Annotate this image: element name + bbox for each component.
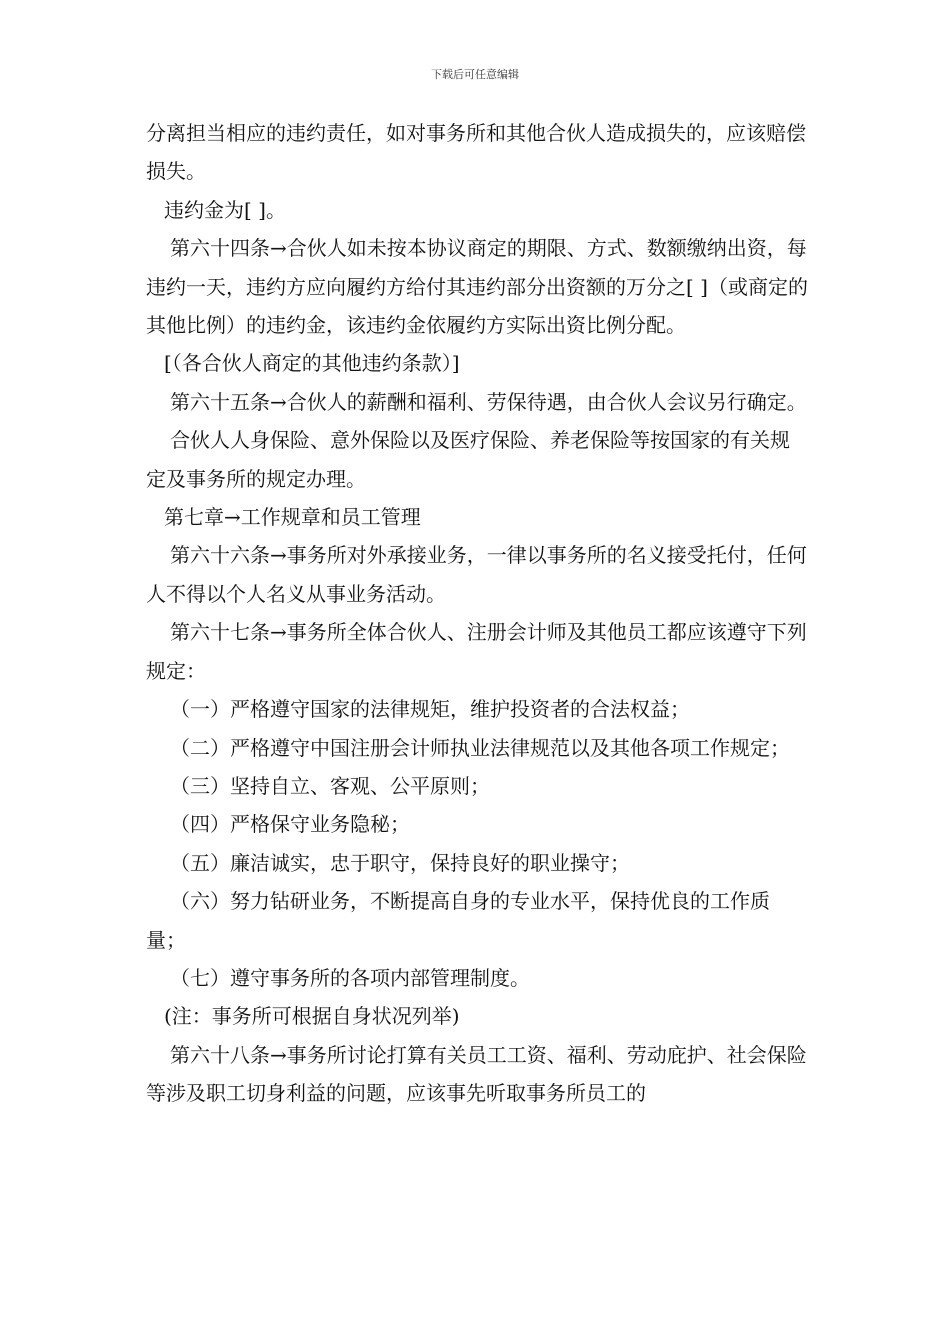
list-item: （三）坚持自立、客观、公平原则； <box>170 773 490 798</box>
document-body <box>146 114 808 1113</box>
paragraph: 分离担当相应的违约责任，如对事务所和其他合伙人造成损失的，应该赔偿损失。 <box>146 121 806 184</box>
list-item: （五）廉洁诚实，忠于职守，保持良好的职业操守； <box>170 850 630 875</box>
paragraph: 违约金为[ ]。 <box>164 197 286 222</box>
article-67: 第六十七条→事务所全体合伙人、注册会计师及其他员工都应该遵守下列规定： <box>146 620 807 683</box>
list-item: （七）遵守事务所的各项内部管理制度。 <box>170 965 530 990</box>
page-header: 下载后可任意编辑 <box>431 68 519 81</box>
list-item: （四）严格保守业务隐秘； <box>170 812 410 837</box>
article-65: 第六十五条→合伙人的薪酬和福利、劳保待遇，由合伙人会议另行确定。 <box>170 389 807 414</box>
chapter-heading: 第七章→工作规章和员工管理 <box>164 505 421 530</box>
paragraph: 合伙人人身保险、意外保险以及医疗保险、养老保险等按国家的有关规定及事务所的规定办理。 <box>146 428 790 491</box>
paragraph: [（各合伙人商定的其他违约条款）] <box>164 351 460 376</box>
list-item: （二）严格遵守中国注册会计师执业法律规范以及其他各项工作规定； <box>170 735 790 760</box>
article-68: 第六十八条→事务所讨论打算有关员工工资、福利、劳动庇护、社会保险等涉及职工切身利益的问题，应该事先听取事务所员工的 <box>146 1042 807 1106</box>
list-item: （六）努力钻研业务，不断提高自身的专业水平，保持优良的工作质量； <box>146 889 770 952</box>
article-64: 第六十四条→合伙人如未按本协议商定的期限、方式、数额缴纳出资，每违约一天，违约方应向履约方给付其违约部分出资额的万分之[ ]（或商定的其他比例）的违约金，该违约金依履约方实际出资比例分配。 <box>146 236 808 338</box>
list-item: （一）严格遵守国家的法律规矩，维护投资者的合法权益； <box>170 697 690 722</box>
note: (注：事务所可根据自身状况列举) <box>164 1004 460 1029</box>
article-66: 第六十六条→事务所对外承接业务，一律以事务所的名义接受托付，任何人不得以个人名义从事业务活动。 <box>146 543 807 606</box>
